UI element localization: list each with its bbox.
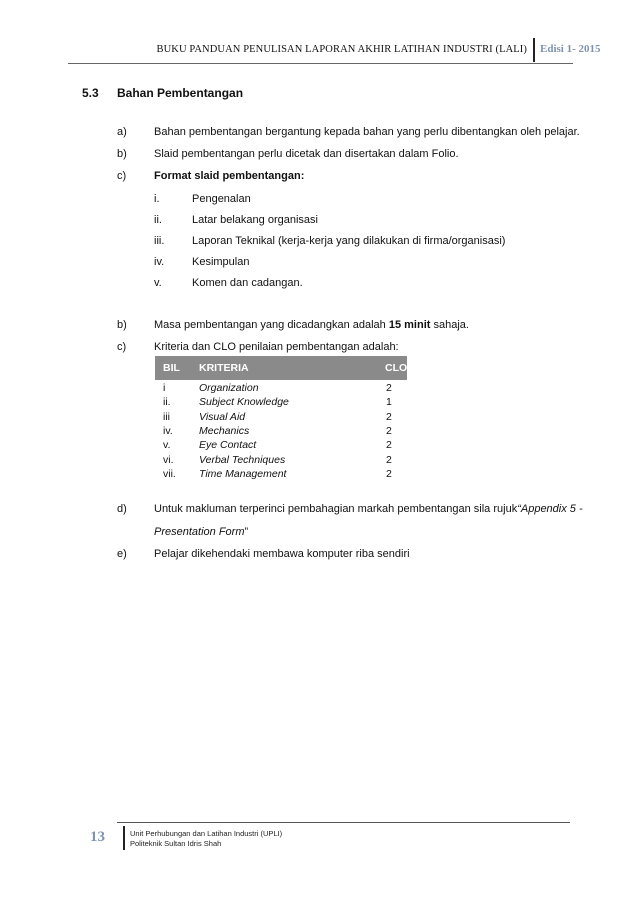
cell-kriteria: Organization [199, 382, 259, 394]
cell-bil: i [163, 382, 166, 394]
footer-divider [123, 826, 125, 850]
text-span: Untuk makluman terperinci pembahagian markah pembentangan sila rujuk [154, 503, 518, 515]
cell-kriteria: Visual Aid [199, 410, 246, 423]
format-heading: Format slaid pembentangan: [154, 170, 305, 182]
table-header-clo: CLO [385, 362, 408, 374]
cell-clo: 2 [386, 424, 392, 437]
item-text [154, 503, 583, 516]
duration-emphasis: 15 minit [388, 319, 431, 331]
table-header-bar [155, 356, 407, 380]
edition-label: Edisi 1- 2015 [540, 43, 601, 55]
list-item: Latar belakang organisasi [192, 214, 318, 226]
item-text: Bahan pembentangan bergantung kepada bahan yang perlu dibentangkan oleh pelajar. [154, 126, 580, 138]
item-label: b) [117, 319, 127, 331]
section-number: 5.3 [82, 86, 99, 100]
cell-kriteria: Eye Contact [199, 439, 257, 452]
item-text: Pelajar dikehendaki membawa komputer riba sendiri [154, 548, 410, 560]
text-span: sahaja. [430, 319, 469, 331]
item-text: Slaid pembentangan perlu dicetak dan disertakan dalam Folio. [154, 148, 459, 160]
table-header-bil: BIL [163, 362, 180, 374]
cell-clo: 2 [386, 382, 392, 394]
cell-bil: vii. [163, 467, 176, 480]
cell-kriteria: Mechanics [199, 424, 250, 437]
list-item: Kesimpulan [192, 256, 250, 268]
footer-rule [117, 822, 570, 823]
header-rule [68, 63, 573, 64]
item-text: Kriteria dan CLO penilaian pembentangan adalah: [154, 341, 399, 353]
cell-bil: ii. [163, 396, 171, 409]
item-text [154, 319, 469, 332]
cell-bil: iii [163, 410, 170, 423]
header-divider [533, 38, 535, 62]
section-title: Bahan Pembentangan [117, 86, 244, 100]
list-item: Pengenalan [192, 193, 251, 205]
table-header-kriteria: KRITERIA [199, 362, 249, 374]
list-number: v. [154, 277, 162, 289]
cell-clo: 1 [386, 396, 392, 409]
cell-clo: 2 [386, 467, 392, 480]
cell-bil: vi. [163, 453, 174, 466]
footer-unit: Unit Perhubungan dan Latihan Industri (UPLI) [130, 829, 283, 838]
list-item: Komen dan cadangan. [192, 277, 303, 289]
cell-clo: 2 [386, 453, 392, 466]
list-number: iv. [154, 256, 165, 268]
cell-clo: 2 [386, 410, 392, 423]
text-span: Masa pembentangan yang dicadangkan adalah [154, 319, 389, 331]
item-label: b) [117, 148, 127, 160]
running-header-title: BUKU PANDUAN PENULISAN LAPORAN AKHIR LATIHAN INDUSTRI (LALI) [156, 44, 527, 55]
item-label: d) [117, 503, 127, 515]
closing-quote: ” [244, 526, 249, 538]
cell-kriteria: Time Management [199, 467, 287, 480]
page-number: 13 [90, 829, 105, 845]
cell-kriteria: Verbal Techniques [199, 453, 286, 466]
list-number: ii. [154, 214, 162, 226]
item-label: e) [117, 548, 127, 560]
appendix-reference-cont: Presentation Form [154, 526, 245, 538]
item-label: c) [117, 170, 127, 182]
list-number: i. [154, 193, 160, 205]
footer-institution: Politeknik Sultan Idris Shah [130, 839, 222, 848]
list-number: iii. [154, 235, 165, 247]
cell-clo: 2 [386, 439, 392, 452]
item-label: c) [117, 341, 127, 353]
cell-bil: v. [163, 439, 171, 452]
list-item: Laporan Teknikal (kerja-kerja yang dilakukan di firma/organisasi) [192, 235, 506, 247]
item-label: a) [117, 126, 127, 138]
item-text-continued [154, 526, 248, 539]
cell-kriteria: Subject Knowledge [199, 396, 289, 409]
cell-bil: iv. [163, 424, 173, 437]
appendix-reference: “Appendix 5 - [517, 503, 583, 515]
